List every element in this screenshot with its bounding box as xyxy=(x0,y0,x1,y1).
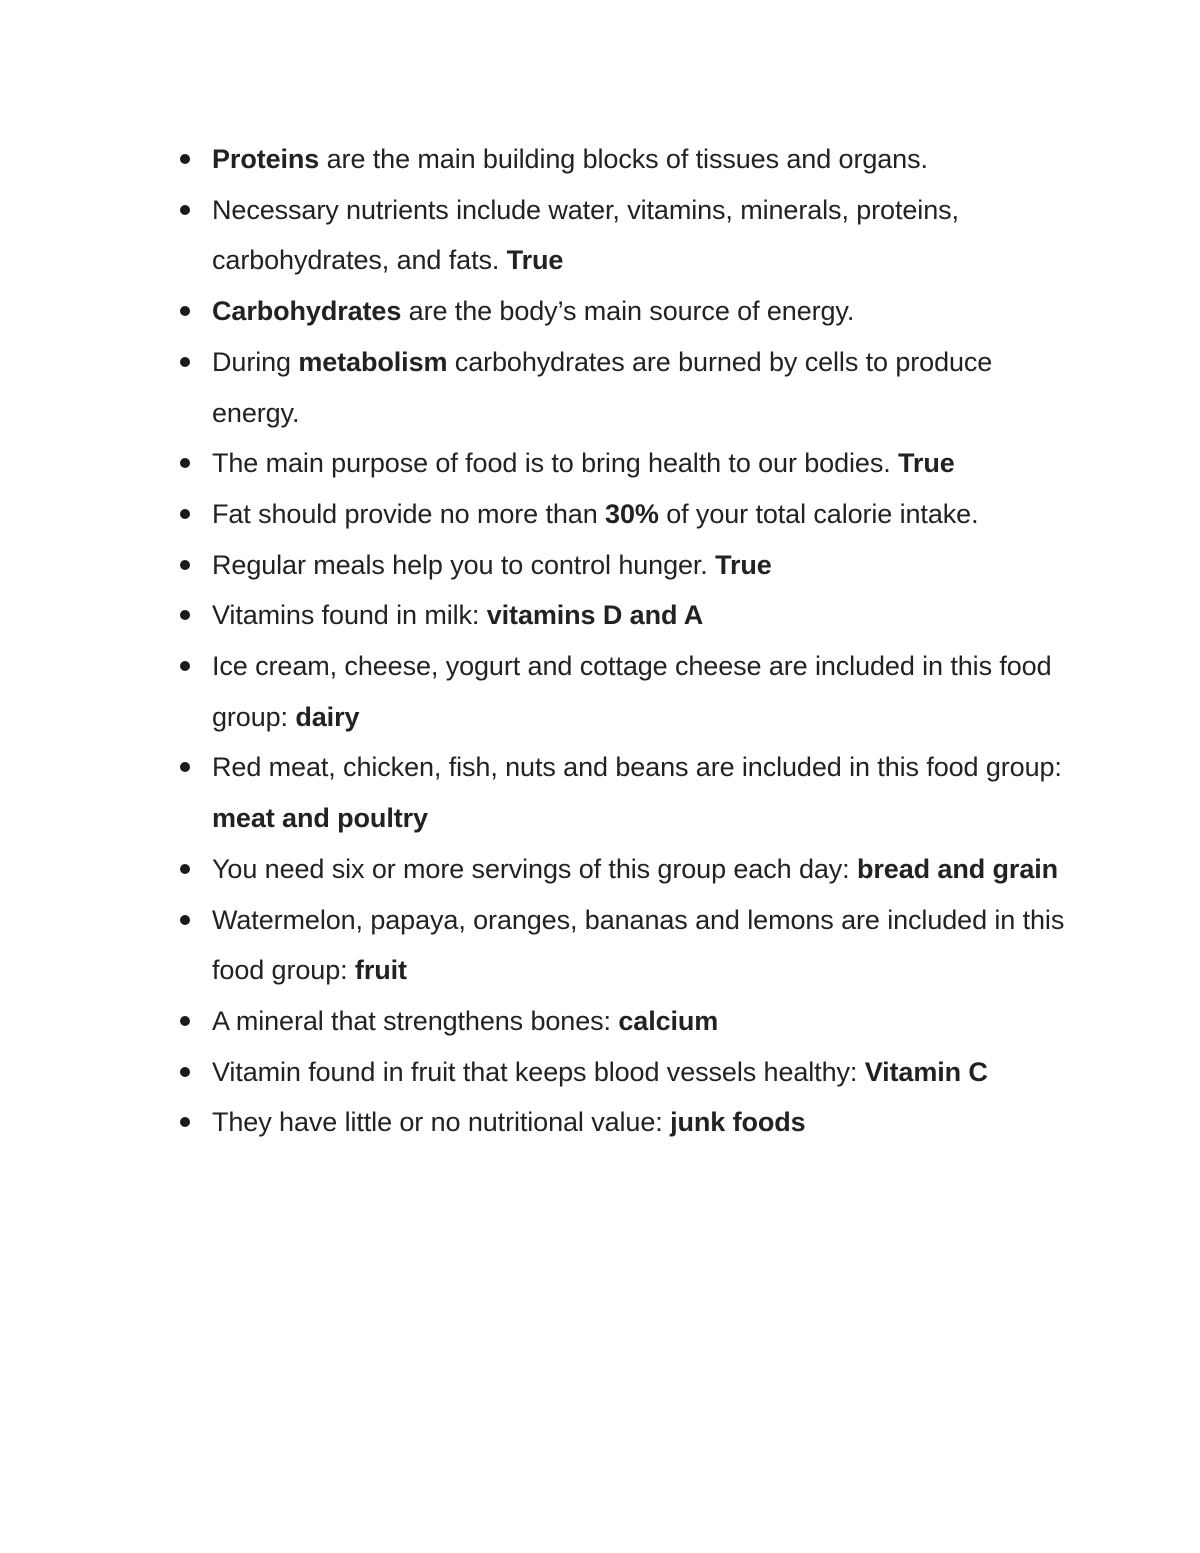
list-item xyxy=(178,185,1068,286)
bullet-icon xyxy=(180,762,190,772)
bullet-icon xyxy=(180,915,190,925)
bold-text: meat and poultry xyxy=(212,803,428,834)
plain-text: You need six or more servings of this group each day: xyxy=(212,853,857,884)
list-item xyxy=(178,337,1068,438)
list-item xyxy=(178,286,1068,337)
plain-text: Ice cream, cheese, yogurt and cottage cheese are included in this food group: xyxy=(212,651,1052,732)
bold-text: fruit xyxy=(354,955,407,986)
list-item-text xyxy=(212,347,992,428)
list-item xyxy=(178,1047,1068,1098)
list-item xyxy=(178,134,1068,185)
list-item xyxy=(178,996,1068,1047)
bold-text: dairy xyxy=(295,701,360,732)
list-item-text xyxy=(212,752,1062,833)
bold-text: Carbohydrates xyxy=(212,296,402,327)
plain-text: carbohydrates are burned by cells to produce energy. xyxy=(212,346,993,428)
bullet-icon xyxy=(180,661,190,671)
plain-text: A mineral that strengthens bones: xyxy=(212,1005,619,1036)
list-item xyxy=(178,895,1068,996)
plain-text: Vitamins found in milk: xyxy=(212,600,487,631)
bold-text: vitamins D and A xyxy=(486,600,704,631)
plain-text: They have little or no nutritional value: xyxy=(212,1107,671,1138)
list-item-text xyxy=(212,1107,806,1137)
bold-text: bread and grain xyxy=(856,853,1059,884)
bullet-icon xyxy=(180,1117,190,1127)
bullet-list xyxy=(178,134,1068,1148)
list-item-text xyxy=(212,499,978,529)
plain-text: are the body’s main source of energy. xyxy=(401,296,855,327)
bullet-icon xyxy=(180,458,190,468)
list-item-text xyxy=(212,1057,988,1087)
list-item-text xyxy=(212,651,1052,732)
list-item xyxy=(178,438,1068,489)
plain-text: Watermelon, papaya, oranges, bananas and lemons are included in this food group: xyxy=(212,904,1065,986)
list-item xyxy=(178,590,1068,641)
bold-text: metabolism xyxy=(298,346,448,377)
bold-text: Vitamin C xyxy=(864,1056,988,1087)
list-item-text xyxy=(212,1006,718,1036)
bullet-icon xyxy=(180,154,190,164)
bold-text: junk foods xyxy=(670,1107,806,1138)
bold-text: Proteins xyxy=(212,144,320,174)
list-item-text xyxy=(212,905,1064,986)
list-item xyxy=(178,489,1068,540)
list-item xyxy=(178,742,1068,843)
list-item-text xyxy=(212,600,703,630)
list-item xyxy=(178,540,1068,591)
bullet-icon xyxy=(180,1016,190,1026)
list-item-text xyxy=(212,448,955,478)
list-item-text xyxy=(212,550,772,580)
plain-text: Regular meals help you to control hunger. xyxy=(212,549,716,580)
bullet-icon xyxy=(180,610,190,620)
plain-text: Red meat, chicken, fish, nuts and beans are included in this food group: xyxy=(212,752,1062,783)
bullet-icon xyxy=(180,1067,190,1077)
plain-text: of your total calorie intake. xyxy=(658,498,979,529)
plain-text: Vitamin found in fruit that keeps blood vessels healthy: xyxy=(212,1056,865,1087)
plain-text: Fat should provide no more than xyxy=(212,498,606,529)
bold-text: True xyxy=(506,245,564,276)
bold-text: True xyxy=(715,549,772,580)
bullet-icon xyxy=(180,560,190,570)
list-item xyxy=(178,844,1068,895)
bullet-icon xyxy=(180,306,190,316)
list-item-text xyxy=(212,144,928,174)
plain-text: The main purpose of food is to bring health to our bodies. xyxy=(212,448,899,479)
bold-text: 30% xyxy=(605,498,659,529)
list-item-text xyxy=(212,296,854,326)
plain-text: Necessary nutrients include water, vitamins, minerals, proteins, carbohydrates, and fats. xyxy=(212,194,959,276)
bullet-icon xyxy=(180,205,190,215)
bullet-icon xyxy=(180,864,190,874)
plain-text: are the main building blocks of tissues and organs. xyxy=(319,144,928,174)
list-item-text xyxy=(212,195,959,276)
list-item xyxy=(178,1097,1068,1148)
plain-text: During xyxy=(212,346,299,377)
bullet-icon xyxy=(180,509,190,519)
bold-text: calcium xyxy=(618,1005,719,1036)
list-item-text xyxy=(212,854,1058,884)
bullet-icon xyxy=(180,357,190,367)
bold-text: True xyxy=(898,448,955,479)
list-item xyxy=(178,641,1068,742)
